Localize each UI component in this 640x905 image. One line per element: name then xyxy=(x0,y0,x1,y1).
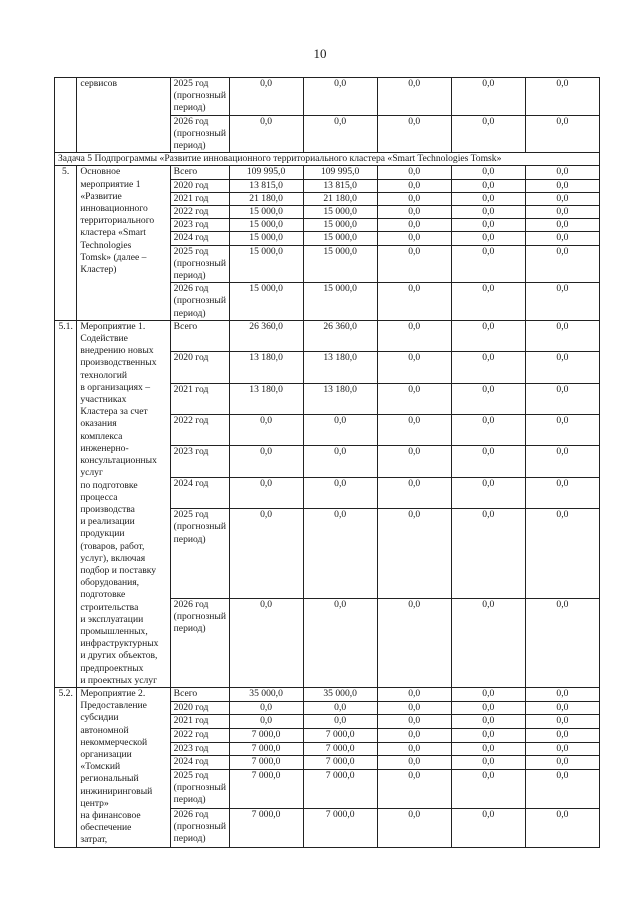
amount-cell: 0,0 xyxy=(229,446,303,477)
amount-cell: 0,0 xyxy=(377,115,451,153)
amount-cell: 0,0 xyxy=(377,383,451,414)
amount-cell: 0,0 xyxy=(377,701,451,715)
amount-cell: 0,0 xyxy=(525,352,599,383)
period-cell: 2024 год xyxy=(170,756,229,770)
amount-cell: 13 180,0 xyxy=(229,383,303,414)
amount-cell: 0,0 xyxy=(377,245,451,283)
amount-cell: 0,0 xyxy=(525,715,599,729)
amount-cell: 0,0 xyxy=(525,701,599,715)
amount-cell: 26 360,0 xyxy=(303,320,377,351)
amount-cell: 0,0 xyxy=(525,320,599,351)
amount-cell: 0,0 xyxy=(377,78,451,116)
amount-cell: 15 000,0 xyxy=(303,232,377,245)
amount-cell: 35 000,0 xyxy=(229,687,303,701)
amount-cell: 0,0 xyxy=(451,769,525,808)
period-cell: 2021 год xyxy=(170,383,229,414)
amount-cell: 0,0 xyxy=(377,232,451,245)
amount-cell: 0,0 xyxy=(451,756,525,770)
amount-cell: 7 000,0 xyxy=(229,742,303,756)
period-cell: 2024 год xyxy=(170,477,229,508)
table-row xyxy=(55,78,600,116)
amount-cell: 0,0 xyxy=(525,598,599,687)
amount-cell: 0,0 xyxy=(377,742,451,756)
amount-cell: 0,0 xyxy=(451,687,525,701)
amount-cell: 13 180,0 xyxy=(303,383,377,414)
amount-cell: 0,0 xyxy=(525,769,599,808)
amount-cell: 7 000,0 xyxy=(229,769,303,808)
amount-cell: 0,0 xyxy=(377,283,451,321)
table-row xyxy=(55,687,600,701)
amount-cell: 0,0 xyxy=(229,477,303,508)
amount-cell: 0,0 xyxy=(525,166,599,179)
item-number-cell: 5. xyxy=(55,166,77,320)
table-row xyxy=(55,320,600,351)
amount-cell: 0,0 xyxy=(451,701,525,715)
amount-cell: 0,0 xyxy=(377,808,451,847)
amount-cell: 21 180,0 xyxy=(303,192,377,205)
amount-cell: 0,0 xyxy=(451,219,525,232)
amount-cell: 0,0 xyxy=(525,232,599,245)
amount-cell: 0,0 xyxy=(377,598,451,687)
amount-cell: 15 000,0 xyxy=(229,245,303,283)
amount-cell: 7 000,0 xyxy=(229,756,303,770)
amount-cell: 0,0 xyxy=(451,232,525,245)
period-cell: 2026 год (прогнозный период) xyxy=(170,598,229,687)
item-number-cell: 5.2. xyxy=(55,687,77,847)
amount-cell: 0,0 xyxy=(451,715,525,729)
amount-cell: 0,0 xyxy=(229,115,303,153)
item-number-cell: 5.1. xyxy=(55,320,77,687)
task-header: Задача 5 Подпрограммы «Развитие инновационного территориального кластера «Smart Technologies Tomsk» xyxy=(55,153,600,166)
period-cell: Всего xyxy=(170,320,229,351)
amount-cell: 0,0 xyxy=(377,477,451,508)
period-cell: 2022 год xyxy=(170,414,229,445)
amount-cell: 0,0 xyxy=(525,509,599,598)
budget-table-body xyxy=(55,78,600,848)
amount-cell: 0,0 xyxy=(451,808,525,847)
amount-cell: 26 360,0 xyxy=(229,320,303,351)
amount-cell: 0,0 xyxy=(377,446,451,477)
amount-cell: 13 180,0 xyxy=(229,352,303,383)
item-number-cell xyxy=(55,78,77,153)
amount-cell: 0,0 xyxy=(377,728,451,742)
amount-cell: 0,0 xyxy=(377,414,451,445)
amount-cell: 0,0 xyxy=(525,477,599,508)
amount-cell: 0,0 xyxy=(229,414,303,445)
amount-cell: 15 000,0 xyxy=(303,206,377,219)
amount-cell: 0,0 xyxy=(303,701,377,715)
amount-cell: 0,0 xyxy=(525,283,599,321)
period-cell: 2020 год xyxy=(170,701,229,715)
amount-cell: 109 995,0 xyxy=(303,166,377,179)
amount-cell: 0,0 xyxy=(525,192,599,205)
amount-cell: 0,0 xyxy=(525,414,599,445)
amount-cell: 13 815,0 xyxy=(303,179,377,192)
amount-cell: 15 000,0 xyxy=(229,206,303,219)
period-cell: 2020 год xyxy=(170,352,229,383)
amount-cell: 7 000,0 xyxy=(303,808,377,847)
amount-cell: 7 000,0 xyxy=(303,742,377,756)
item-name-cell: сервисов xyxy=(77,78,170,153)
amount-cell: 0,0 xyxy=(451,320,525,351)
amount-cell: 0,0 xyxy=(451,166,525,179)
amount-cell: 21 180,0 xyxy=(229,192,303,205)
amount-cell: 0,0 xyxy=(451,352,525,383)
amount-cell: 0,0 xyxy=(451,383,525,414)
amount-cell: 0,0 xyxy=(525,206,599,219)
amount-cell: 0,0 xyxy=(303,715,377,729)
item-name-cell: Основное мероприятие 1 «Развитие инновационного территориального кластера «Smart Technologies Tomsk» (далее – Кластер) xyxy=(77,166,170,320)
period-cell: 2022 год xyxy=(170,728,229,742)
amount-cell: 0,0 xyxy=(525,245,599,283)
budget-table xyxy=(54,77,600,848)
amount-cell: 0,0 xyxy=(525,687,599,701)
amount-cell: 0,0 xyxy=(303,509,377,598)
amount-cell: 0,0 xyxy=(303,414,377,445)
amount-cell: 0,0 xyxy=(525,179,599,192)
task-header-row xyxy=(55,153,600,166)
amount-cell: 0,0 xyxy=(377,219,451,232)
period-cell: 2025 год (прогнозный период) xyxy=(170,509,229,598)
amount-cell: 0,0 xyxy=(303,598,377,687)
amount-cell: 0,0 xyxy=(229,509,303,598)
amount-cell: 7 000,0 xyxy=(229,728,303,742)
amount-cell: 0,0 xyxy=(303,446,377,477)
amount-cell: 35 000,0 xyxy=(303,687,377,701)
amount-cell: 0,0 xyxy=(377,715,451,729)
amount-cell: 15 000,0 xyxy=(303,283,377,321)
amount-cell: 0,0 xyxy=(451,509,525,598)
amount-cell: 15 000,0 xyxy=(229,219,303,232)
amount-cell: 0,0 xyxy=(303,477,377,508)
amount-cell: 15 000,0 xyxy=(229,232,303,245)
amount-cell: 0,0 xyxy=(451,78,525,116)
period-cell: Всего xyxy=(170,687,229,701)
amount-cell: 0,0 xyxy=(229,701,303,715)
period-cell: 2026 год (прогнозный период) xyxy=(170,283,229,321)
amount-cell: 0,0 xyxy=(525,756,599,770)
amount-cell: 0,0 xyxy=(451,283,525,321)
table-row xyxy=(55,166,600,179)
amount-cell: 0,0 xyxy=(525,78,599,116)
amount-cell: 0,0 xyxy=(451,742,525,756)
amount-cell: 0,0 xyxy=(451,446,525,477)
period-cell: 2020 год xyxy=(170,179,229,192)
amount-cell: 0,0 xyxy=(525,446,599,477)
amount-cell: 7 000,0 xyxy=(303,756,377,770)
amount-cell: 7 000,0 xyxy=(303,769,377,808)
amount-cell: 0,0 xyxy=(377,687,451,701)
amount-cell: 0,0 xyxy=(303,78,377,116)
amount-cell: 0,0 xyxy=(229,598,303,687)
amount-cell: 0,0 xyxy=(451,179,525,192)
period-cell: 2023 год xyxy=(170,219,229,232)
period-cell: Всего xyxy=(170,166,229,179)
amount-cell: 0,0 xyxy=(525,808,599,847)
period-cell: 2023 год xyxy=(170,446,229,477)
amount-cell: 7 000,0 xyxy=(229,808,303,847)
period-cell: 2021 год xyxy=(170,192,229,205)
amount-cell: 0,0 xyxy=(525,115,599,153)
amount-cell: 13 815,0 xyxy=(229,179,303,192)
amount-cell: 15 000,0 xyxy=(229,283,303,321)
period-cell: 2025 год (прогнозный период) xyxy=(170,245,229,283)
period-cell: 2024 год xyxy=(170,232,229,245)
amount-cell: 0,0 xyxy=(377,179,451,192)
amount-cell: 0,0 xyxy=(525,383,599,414)
period-cell: 2025 год (прогнозный период) xyxy=(170,78,229,116)
amount-cell: 0,0 xyxy=(451,245,525,283)
amount-cell: 0,0 xyxy=(377,509,451,598)
amount-cell: 0,0 xyxy=(303,115,377,153)
amount-cell: 0,0 xyxy=(377,320,451,351)
item-name-cell: Мероприятие 2. Предоставление субсидии автономной некоммерческой организации «Томский региональный инжиниринговый центр» на финансовое обеспечение затрат, xyxy=(77,687,170,847)
amount-cell: 109 995,0 xyxy=(229,166,303,179)
period-cell: 2022 год xyxy=(170,206,229,219)
amount-cell: 0,0 xyxy=(451,192,525,205)
period-cell: 2026 год (прогнозный период) xyxy=(170,808,229,847)
amount-cell: 0,0 xyxy=(451,115,525,153)
period-cell: 2025 год (прогнозный период) xyxy=(170,769,229,808)
amount-cell: 0,0 xyxy=(377,756,451,770)
amount-cell: 0,0 xyxy=(525,742,599,756)
amount-cell: 0,0 xyxy=(377,769,451,808)
amount-cell: 0,0 xyxy=(229,715,303,729)
period-cell: 2021 год xyxy=(170,715,229,729)
amount-cell: 0,0 xyxy=(451,477,525,508)
amount-cell: 0,0 xyxy=(451,206,525,219)
amount-cell: 0,0 xyxy=(377,206,451,219)
period-cell: 2026 год (прогнозный период) xyxy=(170,115,229,153)
amount-cell: 0,0 xyxy=(451,414,525,445)
amount-cell: 13 180,0 xyxy=(303,352,377,383)
amount-cell: 0,0 xyxy=(229,78,303,116)
amount-cell: 0,0 xyxy=(525,219,599,232)
amount-cell: 15 000,0 xyxy=(303,245,377,283)
amount-cell: 0,0 xyxy=(451,728,525,742)
amount-cell: 0,0 xyxy=(377,192,451,205)
amount-cell: 0,0 xyxy=(377,352,451,383)
page-number: 10 xyxy=(313,46,327,61)
amount-cell: 0,0 xyxy=(377,166,451,179)
item-name-cell: Мероприятие 1. Содействие внедрению новых производственных технологий в организациях – участниках Кластера за счет оказания комплекса инженерно- консультационных услуг по подготовке процесса производства и реализации продукции (товаров, работ, услуг), включая подбор и поставку оборудования, подготовке строительства и эксплуатации промышленных, инфраструктурных и других объектов, предпроектных и проектных услуг xyxy=(77,320,170,687)
amount-cell: 7 000,0 xyxy=(303,728,377,742)
amount-cell: 0,0 xyxy=(451,598,525,687)
amount-cell: 15 000,0 xyxy=(303,219,377,232)
amount-cell: 0,0 xyxy=(525,728,599,742)
period-cell: 2023 год xyxy=(170,742,229,756)
